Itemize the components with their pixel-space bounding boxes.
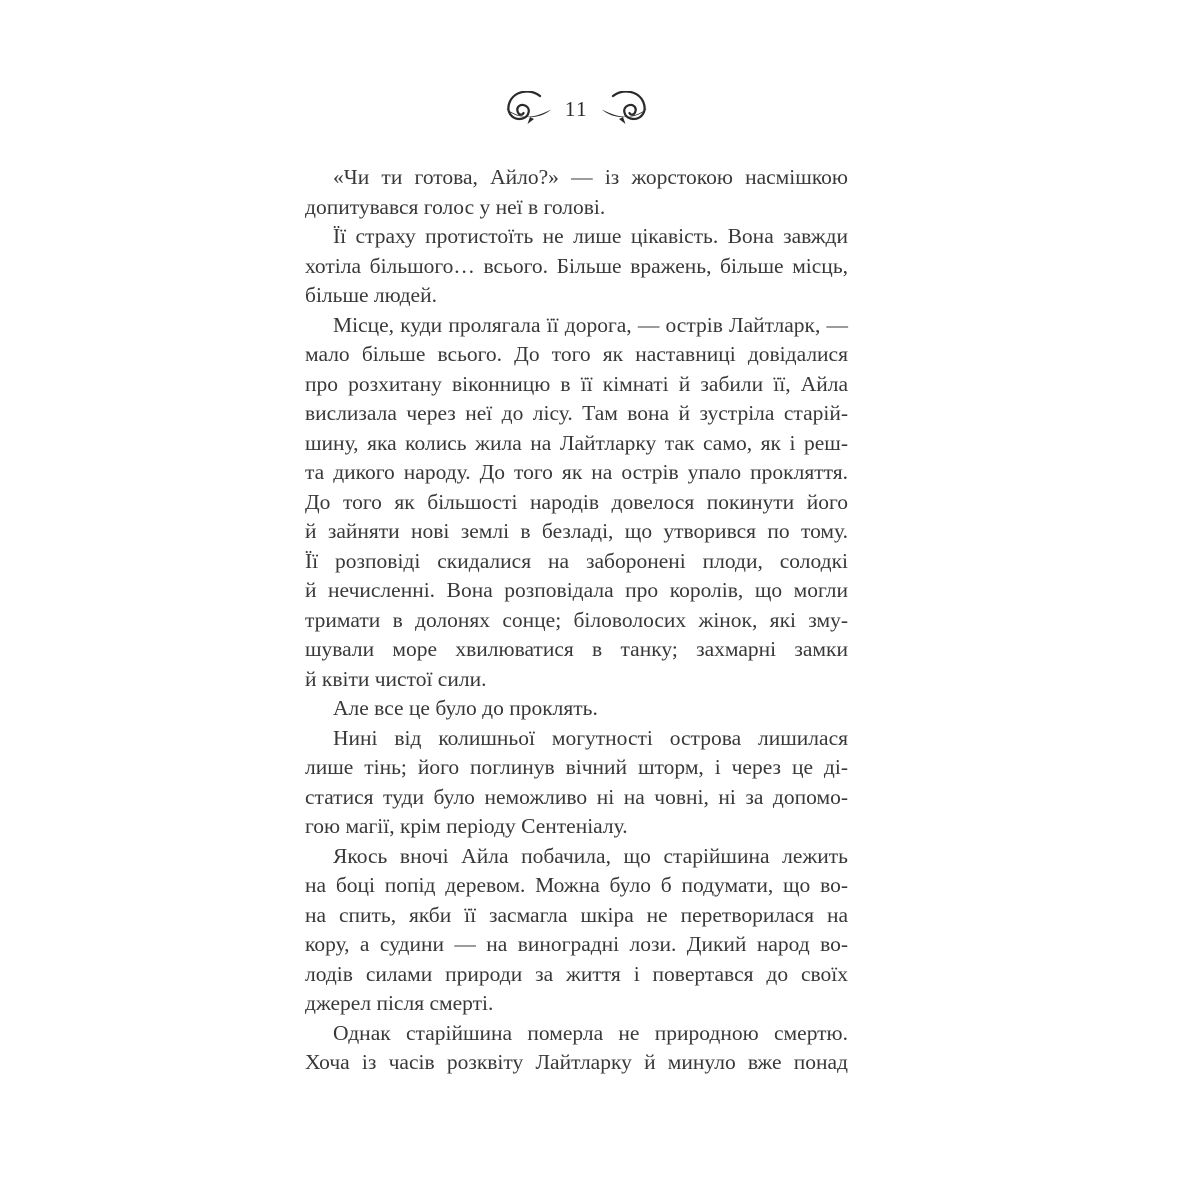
text-line: допитувався голос у неї в голові. xyxy=(305,194,606,219)
text-line: лише тінь; його поглинув вічний шторм, і через це ді- xyxy=(305,755,848,779)
paragraph xyxy=(305,222,848,311)
text-line: на боці попід деревом. Можна було б подумати, що во- xyxy=(305,873,848,897)
flourish-swirl-left-icon xyxy=(502,91,552,125)
text-line: «Чи ти готова, Айло?» — із жорстокою насмішкою xyxy=(333,165,848,189)
text-line: шину, яка колись жила на Лайтларку так само, як і реш- xyxy=(305,430,848,455)
text-line: Нині від колишньої могутності острова лишилася xyxy=(333,725,848,750)
paragraph xyxy=(305,694,848,724)
text-line: Хоча із часів розквіту Лайтларку й минуло вже понад xyxy=(305,1050,848,1074)
text-line: гою магії, крім періоду Сентеніалу. xyxy=(305,814,628,838)
text-line: шували море хвилюватися в танку; захмарні замки xyxy=(305,637,848,661)
text-line: про розхитану віконницю в її кімнаті й забили її, Айла xyxy=(305,371,848,396)
text-line: лодів силами природи за життя і повертався до своїх xyxy=(305,961,848,986)
text-line: Місце, куди пролягала її дорога, — острів Лайтларк, — xyxy=(333,312,848,337)
paragraph xyxy=(305,163,848,222)
text-line: Однак старійшина померла не природною смертю. xyxy=(333,1020,848,1045)
text-line: Її розповіді скидалися на заборонені плоди, солодкі xyxy=(305,548,848,573)
text-line: й квіти чистої сили. xyxy=(305,666,487,691)
text-line: статися туди було неможливо ні на човні, ні за допомо- xyxy=(305,784,848,809)
page-number: 11 xyxy=(564,96,589,121)
text-block xyxy=(305,163,848,1078)
text-line: й зайняти нові землі в безладі, що утворився по тому. xyxy=(305,519,848,543)
text-line: мало більше всього. До того як наставниці довідалися xyxy=(305,342,848,366)
text-line: більше людей. xyxy=(305,283,437,307)
text-line: тримати в долонях сонце; біловолосих жінок, які зму- xyxy=(305,607,848,632)
text-line: До того як більшості народів довелося покинути його xyxy=(305,489,848,514)
text-line: вислизала через неї до лісу. Там вона й зустріла старій- xyxy=(305,401,848,425)
paragraph xyxy=(305,1019,848,1078)
text-line: Якось вночі Айла побачила, що старійшина лежить xyxy=(333,843,848,868)
text-line: кору, а судини — на виноградні лози. Дикий народ во- xyxy=(305,932,848,956)
paragraph xyxy=(305,311,848,695)
text-line: хотіла більшого… всього. Більше вражень, більше місць, xyxy=(305,253,848,278)
flourish-swirl-right-icon xyxy=(601,91,651,125)
text-line: джерел після смерті. xyxy=(305,991,494,1015)
text-line: на спить, якби її засмагла шкіра не перетворилася на xyxy=(305,902,848,927)
paragraph xyxy=(305,724,848,842)
text-line: й нечисленні. Вона розповідала про королів, що могли xyxy=(305,578,848,602)
paragraph xyxy=(305,842,848,1019)
running-head xyxy=(305,90,848,126)
text-line: та дикого народу. До того як на острів упало прокляття. xyxy=(305,460,848,484)
text-line: Але все це було до проклять. xyxy=(333,696,598,720)
text-line: Її страху протистоїть не лише цікавість. Вона завжди xyxy=(333,224,848,248)
